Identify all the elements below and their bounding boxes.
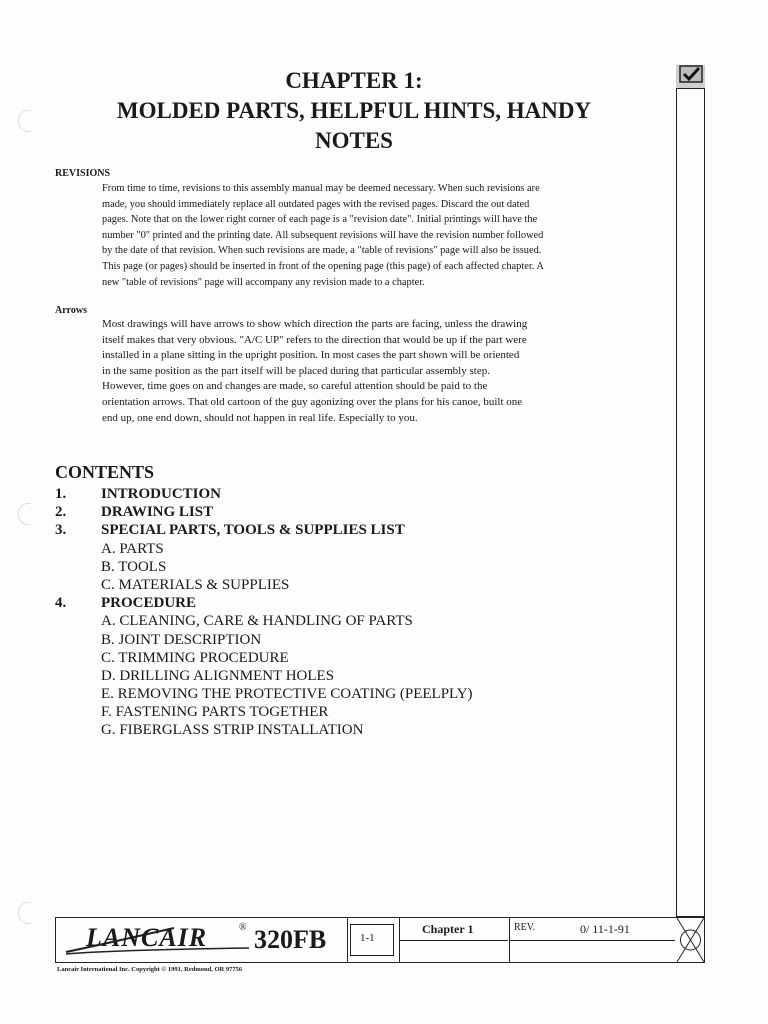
brand-name: LANCAIR [86,923,208,952]
toc-number: 2. [55,504,67,521]
toc-section: SPECIAL PARTS, TOOLS & SUPPLIES LIST [101,522,405,539]
toc-number: 4. [55,595,67,612]
toc-row [55,685,655,703]
toc-subsection: B. TOOLS [101,558,167,575]
toc-row [55,631,655,649]
page-number-cell [348,918,400,962]
title-line-3: NOTES [315,128,393,153]
paragraph-line: made, you should immediately replace all outdated pages with the revised pages. Discard the out dated [102,198,530,210]
revision-divider [510,940,675,941]
chapter-cell [400,918,510,962]
revisions-paragraph [102,181,654,290]
toc-row [55,521,655,539]
revision-label: REV. [514,922,536,933]
paragraph-line: Most drawings will have arrows to show which direction the parts are facing, unless the drawing [102,318,528,330]
binder-hole [18,503,31,525]
revision-value: 0/ 11-1-91 [580,922,630,936]
paragraph-line: in the same position as the part itself will be placed during that particular assembly step. [102,364,490,377]
toc-row [55,703,655,721]
table-of-contents [55,485,655,740]
checkmark-box [676,65,705,89]
paragraph-line: installed in a plane sitting in the upright position. In most cases the part shown will be oriented [102,349,520,362]
paragraph-line: itself makes that very obvious. "A/C UP" refers to the direction that would be up if the part were [102,333,527,346]
arrows-label: Arrows [55,305,88,316]
toc-section: PROCEDURE [101,595,197,612]
toc-row [55,721,655,739]
footer-title-block [55,917,705,963]
toc-subsection: C. TRIMMING PROCEDURE [101,649,289,666]
toc-row [55,612,655,630]
registered-mark: ® [239,922,247,933]
model-number: 320FB [254,925,327,954]
toc-subsection: G. FIBERGLASS STRIP INSTALLATION [101,722,364,739]
paragraph-line: orientation arrows. That old cartoon of the guy agonizing over the plans for his canoe, built one [102,395,523,408]
chapter-divider [400,940,508,941]
toc-subsection: B. JOINT DESCRIPTION [101,631,262,648]
paragraph-line: new "table of revisions" page will accompany any revision made to a chapter. [102,276,425,288]
paragraph-line: This page (or pages) should be inserted in front of the opening page (this page) of each affected chapter. A [102,260,544,272]
paragraph-line: end up, one end down, should not happen in real life. Especially to you. [102,411,418,424]
toc-row [55,649,655,667]
toc-number: 1. [55,486,67,502]
crossed-circle-icon [676,917,705,963]
checkmark-icon [679,65,703,88]
toc-subsection: F. FASTENING PARTS TOGETHER [101,704,329,721]
toc-section: INTRODUCTION [101,486,222,502]
toc-number: 3. [55,522,67,539]
toc-row [55,503,655,521]
revision-cell [510,918,675,962]
paragraph-line: However, time goes on and changes are made, so careful attention should be paid to the [102,380,488,393]
chapter-title [40,66,668,156]
paragraph-line: number "0" printed and the printing date. All subsequent revisions will have the revision number followed [102,229,544,241]
revisions-label: REVISIONS [55,168,111,179]
toc-subsection: A. CLEANING, CARE & HANDLING OF PARTS [101,613,413,630]
binder-hole [18,902,31,924]
toc-row [55,667,655,685]
toc-subsection: A. PARTS [101,540,164,557]
logo-cell [56,918,348,962]
toc-row [55,485,655,503]
margin-column [676,65,705,917]
toc-row [55,576,655,594]
title-line-1: CHAPTER 1: [285,68,423,93]
binder-hole [18,110,31,132]
paragraph-line: pages. Note that on the lower right corner of each page is a "revision date". Initial printings will have the [102,214,538,226]
chapter-label: Chapter 1 [422,922,474,936]
arrows-paragraph [102,317,654,426]
page-number: 1-1 [360,932,375,944]
toc-subsection: C. MATERIALS & SUPPLIES [101,576,290,593]
paragraph-line: From time to time, revisions to this assembly manual may be deemed necessary. When such revisions are [102,183,540,194]
toc-row [55,594,655,612]
toc-row [55,540,655,558]
contents-heading: CONTENTS [55,462,155,482]
title-line-2: MOLDED PARTS, HELPFUL HINTS, HANDY [116,98,592,123]
toc-row [55,558,655,576]
toc-section: DRAWING LIST [101,504,214,521]
paragraph-line: by the date of that revision. When such revisions are made, a "table of revisions" page will also be issued. [102,245,542,257]
toc-subsection: E. REMOVING THE PROTECTIVE COATING (PEELPLY) [101,686,473,703]
copyright-notice: Lancair International Inc. Copyright © 1991, Redmond, OR 97756 [57,966,243,973]
toc-subsection: D. DRILLING ALIGNMENT HOLES [101,667,335,684]
